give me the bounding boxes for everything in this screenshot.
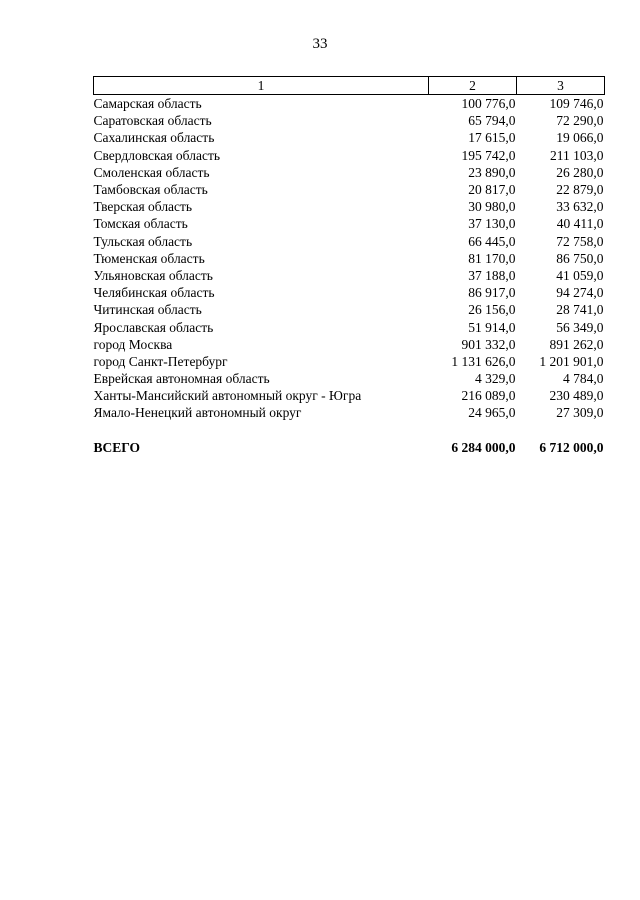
table-row xyxy=(94,301,605,318)
column-2-value-cell: 30 980,0 xyxy=(468,199,516,215)
table-row xyxy=(94,198,605,215)
table-row xyxy=(94,370,605,387)
column-2-value-cell: 17 615,0 xyxy=(468,130,516,146)
region-name-cell: Томская область xyxy=(93,216,188,232)
region-name-cell: Тульская область xyxy=(93,233,193,249)
region-name-cell: Еврейская автономная область xyxy=(93,371,270,387)
region-name-cell: Саратовская область xyxy=(93,113,212,129)
header-row xyxy=(94,77,605,95)
table-row xyxy=(94,215,605,232)
column-2-value-cell: 216 089,0 xyxy=(461,388,516,404)
table-row xyxy=(94,147,605,164)
column-3-value-cell: 1 201 901,0 xyxy=(539,353,604,369)
table-body xyxy=(94,95,605,456)
region-name-cell: Читинская область xyxy=(93,302,202,318)
column-3-value-cell: 94 274,0 xyxy=(556,285,604,301)
column-header-3: 3 xyxy=(517,77,605,95)
column-3-value-cell: 891 262,0 xyxy=(549,336,604,352)
column-2-value-cell: 24 965,0 xyxy=(468,405,516,421)
region-name-cell: Ярославская область xyxy=(93,319,214,335)
table-row xyxy=(94,233,605,250)
table-row xyxy=(94,129,605,146)
table-row xyxy=(94,250,605,267)
column-2-value-cell: 65 794,0 xyxy=(468,113,516,129)
column-3-value-cell: 72 758,0 xyxy=(556,233,604,249)
column-3-value-cell: 40 411,0 xyxy=(556,216,604,232)
region-name-cell: Тверская область xyxy=(93,199,193,215)
total-row xyxy=(94,439,605,456)
column-2-value-cell: 20 817,0 xyxy=(468,182,516,198)
column-header-2: 2 xyxy=(429,77,517,95)
column-2-value-cell: 66 445,0 xyxy=(468,233,516,249)
region-name-cell: Сахалинская область xyxy=(93,130,215,146)
column-2-value-cell: 100 776,0 xyxy=(461,96,516,112)
column-3-value-cell: 28 741,0 xyxy=(556,302,604,318)
column-2-value-cell: 4 329,0 xyxy=(475,371,516,387)
page-number: 33 xyxy=(312,36,328,52)
region-name-cell: город Москва xyxy=(93,336,173,352)
spacer-cell xyxy=(94,422,605,439)
region-name-cell: Ямало-Ненецкий автономный округ xyxy=(93,405,302,421)
column-2-value-cell: 901 332,0 xyxy=(461,336,516,352)
table-header xyxy=(94,77,605,95)
column-3-value-cell: 72 290,0 xyxy=(556,113,604,129)
region-name-cell: Самарская область xyxy=(93,96,202,112)
column-2-value-cell: 23 890,0 xyxy=(468,164,516,180)
column-2-value-cell: 86 917,0 xyxy=(468,285,516,301)
column-3-value-cell: 6 712 000,0 xyxy=(539,439,604,455)
region-name-cell: Смоленская область xyxy=(93,164,210,180)
column-header-1: 1 xyxy=(94,77,429,95)
region-name-cell: Тамбовская область xyxy=(93,182,208,198)
region-name-cell: Свердловская область xyxy=(93,147,220,163)
table-row xyxy=(94,387,605,404)
column-3-value-cell: 109 746,0 xyxy=(549,96,604,112)
region-name-cell: Ханты-Мансийский автономный округ - Югра xyxy=(93,388,362,404)
column-3-value-cell: 27 309,0 xyxy=(556,405,604,421)
table-row xyxy=(94,95,605,113)
table-row xyxy=(94,404,605,421)
column-2-value-cell: 26 156,0 xyxy=(468,302,516,318)
column-3-value-cell: 56 349,0 xyxy=(556,319,604,335)
column-2-value-cell: 37 130,0 xyxy=(468,216,516,232)
column-3-value-cell: 33 632,0 xyxy=(556,199,604,215)
table-row xyxy=(94,112,605,129)
region-name-cell: ВСЕГО xyxy=(93,439,141,455)
column-3-value-cell: 41 059,0 xyxy=(556,267,604,283)
spacer-row xyxy=(94,422,605,439)
table-row xyxy=(94,284,605,301)
column-2-value-cell: 51 914,0 xyxy=(468,319,516,335)
table-row xyxy=(94,181,605,198)
region-name-cell: город Санкт-Петербург xyxy=(93,353,228,369)
column-2-value-cell: 81 170,0 xyxy=(468,250,516,266)
table-row xyxy=(94,267,605,284)
table-row xyxy=(94,336,605,353)
column-2-value-cell: 195 742,0 xyxy=(461,147,516,163)
column-3-value-cell: 19 066,0 xyxy=(556,130,604,146)
table-row xyxy=(94,318,605,335)
region-name-cell: Челябинская область xyxy=(93,285,215,301)
region-name-cell: Ульяновская область xyxy=(93,267,213,283)
column-3-value-cell: 26 280,0 xyxy=(556,164,604,180)
budget-table xyxy=(93,76,605,456)
column-3-value-cell: 211 103,0 xyxy=(550,147,604,163)
column-3-value-cell: 22 879,0 xyxy=(556,182,604,198)
table-row xyxy=(94,164,605,181)
column-2-value-cell: 6 284 000,0 xyxy=(451,439,516,455)
column-2-value-cell: 37 188,0 xyxy=(468,267,516,283)
table-row xyxy=(94,353,605,370)
column-2-value-cell: 1 131 626,0 xyxy=(451,353,516,369)
region-name-cell: Тюменская область xyxy=(93,250,205,266)
column-3-value-cell: 4 784,0 xyxy=(563,371,604,387)
column-3-value-cell: 230 489,0 xyxy=(549,388,604,404)
column-3-value-cell: 86 750,0 xyxy=(556,250,604,266)
